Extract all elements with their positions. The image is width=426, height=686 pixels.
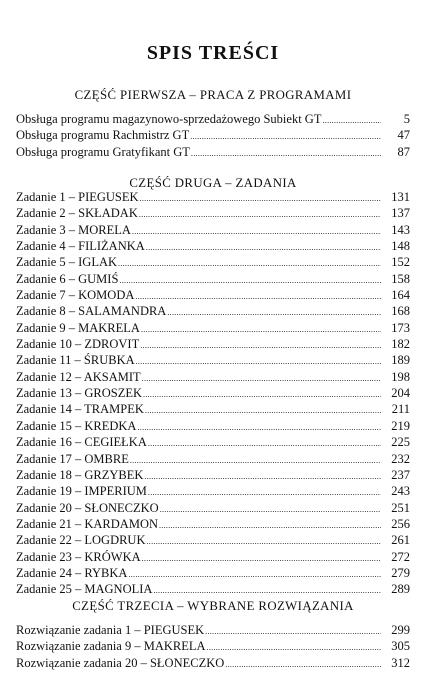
toc-entry — [16, 254, 410, 270]
toc-entry-page-number: 279 — [391, 565, 410, 580]
dot-leader — [160, 502, 381, 518]
toc-entry — [16, 467, 410, 483]
toc-entry — [16, 271, 410, 287]
toc-entry-page-number: 182 — [391, 337, 410, 352]
toc-entry-page-number: 204 — [391, 386, 410, 401]
toc-entry-label: Zadanie 6 – GUMIŚ — [16, 271, 119, 286]
dot-leader — [143, 387, 381, 403]
dot-leader — [140, 338, 381, 354]
dot-leader — [322, 113, 381, 129]
toc-entry-label: Zadanie 8 – SALAMANDRA — [16, 304, 167, 319]
dot-leader — [147, 534, 382, 550]
toc-entry — [16, 516, 410, 532]
toc-entry-label: Zadanie 19 – IMPERIUM — [16, 484, 147, 499]
toc-entry-page-number: 5 — [403, 112, 410, 126]
toc-entry-page-number: 173 — [391, 320, 410, 335]
dot-leader — [132, 224, 381, 240]
toc-entry — [16, 401, 410, 417]
dot-leader — [144, 469, 381, 485]
toc-entry-page-number: 261 — [391, 533, 410, 548]
toc-entry-page-number: 272 — [391, 549, 410, 564]
dot-leader — [225, 657, 381, 673]
toc-entry-page-number: 243 — [391, 484, 410, 499]
toc-entry-page-number: 47 — [397, 128, 410, 143]
dot-leader — [140, 191, 381, 207]
toc-entry — [16, 565, 410, 581]
toc-entry — [16, 222, 410, 238]
dot-leader — [191, 146, 381, 162]
toc-entry-page-number: 143 — [391, 222, 410, 237]
toc-entry-label: Zadanie 14 – TRAMPEK — [16, 402, 144, 417]
dot-leader — [148, 485, 381, 501]
toc-entry — [16, 451, 410, 467]
dot-leader — [207, 640, 381, 656]
toc-entry-page-number: 219 — [391, 418, 410, 433]
toc-entry-label: Zadanie 17 – OMBRE — [16, 451, 129, 466]
toc-entry-label: Zadanie 11 – ŚRUBKA — [16, 353, 135, 368]
toc-entry — [16, 320, 410, 336]
toc-entry-page-number: 152 — [391, 255, 410, 270]
dot-leader — [118, 256, 381, 272]
dot-leader — [167, 305, 381, 321]
toc-entry-label: Obsługa programu Rachmistrz GT — [16, 128, 190, 143]
dot-leader — [135, 289, 381, 305]
toc-entry-label: Zadanie 15 – KREDKA — [16, 418, 137, 433]
dot-leader — [153, 583, 381, 599]
toc-entry-label: Zadanie 12 – AKSAMIT — [16, 369, 141, 384]
dot-leader — [130, 453, 381, 469]
section-heading-part3: CZĘŚĆ TRZECIA – WYBRANE ROZWIĄZANIA — [72, 599, 354, 613]
toc-entry — [16, 369, 410, 385]
toc-entry-label: Obsługa programu Gratyfikant GT — [16, 144, 190, 159]
toc-entry-page-number: 225 — [391, 435, 410, 450]
toc-entry-label: Obsługa programu magazynowo-sprzedażowego Subiekt GT — [16, 112, 322, 126]
dot-leader — [128, 567, 381, 583]
toc-entry — [16, 111, 410, 127]
toc-entry — [16, 144, 410, 160]
section-heading-part1: CZĘŚĆ PIERWSZA – PRACA Z PROGRAMAMI — [74, 88, 352, 102]
toc-entry — [16, 303, 410, 319]
toc-entry-label: Rozwiązanie zadania 9 – MAKRELA — [16, 639, 206, 654]
toc-entry — [16, 655, 410, 671]
toc-entry-page-number: 131 — [391, 190, 410, 204]
toc-entry — [16, 483, 410, 499]
toc-entry-page-number: 256 — [391, 516, 410, 531]
section-heading-part2: CZĘŚĆ DRUGA – ZADANIA — [129, 176, 297, 190]
toc-entry — [16, 418, 410, 434]
toc-list-part2 — [16, 189, 410, 598]
dot-leader — [146, 240, 381, 256]
toc-entry-page-number: 312 — [391, 655, 410, 670]
dot-leader — [148, 436, 381, 452]
toc-entry — [16, 549, 410, 565]
toc-entry-label: Zadanie 18 – GRZYBEK — [16, 467, 144, 482]
toc-entry-page-number: 87 — [397, 144, 410, 159]
toc-entry — [16, 638, 410, 654]
toc-entry — [16, 532, 410, 548]
toc-entry — [16, 127, 410, 143]
toc-entry — [16, 434, 410, 450]
toc-entry-page-number: 198 — [391, 369, 410, 384]
toc-entry-page-number: 289 — [391, 582, 410, 597]
toc-entry — [16, 622, 410, 638]
toc-entry — [16, 500, 410, 516]
toc-entry-page-number: 137 — [391, 206, 410, 221]
toc-entry-label: Rozwiązanie zadania 1 – PIEGUSEK — [16, 623, 205, 637]
toc-entry — [16, 205, 410, 221]
toc-entry-label: Zadanie 13 – GROSZEK — [16, 386, 143, 401]
toc-entry — [16, 336, 410, 352]
toc-entry-page-number: 189 — [391, 353, 410, 368]
toc-entry-label: Zadanie 3 – MORELA — [16, 222, 131, 237]
dot-leader — [142, 371, 381, 387]
toc-entry — [16, 287, 410, 303]
toc-entry-label: Zadanie 24 – RYBKA — [16, 565, 128, 580]
toc-entry-label: Zadanie 2 – SKŁADAK — [16, 206, 138, 221]
dot-leader — [137, 420, 381, 436]
page-title: SPIS TREŚCI — [146, 42, 280, 64]
toc-entry-label: Zadanie 16 – CEGIEŁKA — [16, 435, 147, 450]
dot-leader — [141, 322, 381, 338]
toc-entry — [16, 581, 410, 597]
toc-entry-label: Zadanie 4 – FILIŻANKA — [16, 239, 145, 254]
dot-leader — [142, 551, 381, 567]
toc-entry-page-number: 158 — [391, 271, 410, 286]
toc-entry-page-number: 211 — [391, 402, 410, 417]
toc-entry-label: Zadanie 21 – KARDAMON — [16, 516, 158, 531]
toc-entry-label: Zadanie 20 – SŁONECZKO — [16, 500, 159, 515]
toc-entry-page-number: 251 — [391, 500, 410, 515]
toc-entry — [16, 238, 410, 254]
toc-entry-page-number: 164 — [391, 288, 410, 303]
toc-entry-page-number: 168 — [391, 304, 410, 319]
toc-entry-label: Rozwiązanie zadania 20 – SŁONECZKO — [16, 655, 225, 670]
toc-entry-label: Zadanie 5 – IGLAK — [16, 255, 118, 270]
toc-entry — [16, 189, 410, 205]
toc-entry-label: Zadanie 1 – PIEGUSEK — [16, 190, 139, 204]
toc-entry-label: Zadanie 9 – MAKRELA — [16, 320, 140, 335]
toc-entry-label: Zadanie 23 – KRÓWKA — [16, 549, 141, 564]
toc-entry-page-number: 148 — [391, 239, 410, 254]
toc-list-part1 — [16, 111, 410, 160]
toc-entry-page-number: 237 — [391, 467, 410, 482]
toc-entry-label: Zadanie 25 – MAGNOLIA — [16, 582, 153, 597]
toc-entry-label: Zadanie 22 – LOGDRUK — [16, 533, 146, 548]
dot-leader — [139, 207, 381, 223]
toc-entry-label: Zadanie 7 – KOMODA — [16, 288, 135, 303]
dot-leader — [190, 129, 381, 145]
dot-leader — [119, 273, 381, 289]
toc-entry-page-number: 299 — [391, 623, 410, 637]
dot-leader — [136, 354, 381, 370]
dot-leader — [205, 624, 381, 640]
toc-entry-page-number: 232 — [391, 451, 410, 466]
toc-list-part3 — [16, 622, 410, 671]
toc-entry — [16, 385, 410, 401]
toc-entry-label: Zadanie 10 – ZDROVIT — [16, 337, 140, 352]
toc-entry-page-number: 305 — [391, 639, 410, 654]
dot-leader — [159, 518, 381, 534]
toc-entry — [16, 352, 410, 368]
dot-leader — [145, 403, 381, 419]
